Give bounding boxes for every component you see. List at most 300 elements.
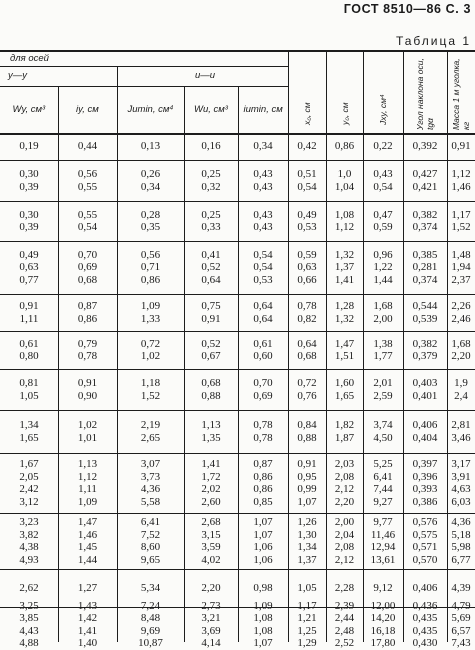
cell-value: 5,58 xyxy=(140,495,161,508)
cell-value: 2,52 xyxy=(334,637,355,649)
cell-value: 0,52 xyxy=(201,261,221,274)
cell-value: 1,17 xyxy=(297,599,317,612)
cell-value: 1,07 xyxy=(253,637,273,649)
cell-value: 0,41 xyxy=(201,248,221,261)
cell-iy xyxy=(58,338,117,363)
cell-value: 2,68 xyxy=(201,516,221,528)
cell-value: 2,03 xyxy=(334,458,355,470)
cell-mass xyxy=(447,249,475,287)
cell-x0 xyxy=(288,209,326,234)
cell-jxy xyxy=(363,209,403,234)
cell-jxy xyxy=(363,140,403,153)
cell-value: 0,67 xyxy=(201,350,221,362)
cell-value: 1,42 xyxy=(77,612,98,624)
cell-jumin xyxy=(117,300,184,325)
cell-mass xyxy=(447,458,475,508)
cell-value: 9,65 xyxy=(140,553,161,566)
cell-iy xyxy=(58,516,117,566)
cell-angle xyxy=(403,419,447,444)
cell-value: 0,51 xyxy=(297,168,317,180)
cell-value: 0,54 xyxy=(297,180,317,193)
cell-value: 6,77 xyxy=(451,553,471,566)
cell-value: 0,60 xyxy=(253,350,273,362)
cell-wu xyxy=(184,209,238,234)
cell-value: 1,51 xyxy=(334,350,355,362)
cell-jumin xyxy=(117,516,184,566)
cell-iumin xyxy=(238,249,288,287)
cell-value: 5,98 xyxy=(451,541,471,553)
cell-value: 0,56 xyxy=(140,248,161,261)
cell-value: 4,36 xyxy=(140,483,161,495)
cell-value: 0,68 xyxy=(201,377,221,389)
cell-value: 0,435 xyxy=(412,624,438,637)
cell-value: 3,07 xyxy=(140,458,161,470)
cell-value: 0,82 xyxy=(297,312,317,325)
cell-value: 1,68 xyxy=(451,337,471,350)
cell-wu xyxy=(184,338,238,363)
cell-iy xyxy=(58,377,117,402)
cell-value: 1,68 xyxy=(373,300,393,312)
cell-value: 2,60 xyxy=(201,495,221,508)
cell-value: 0,87 xyxy=(77,300,98,312)
cell-value: 3,74 xyxy=(373,419,393,431)
cell-value: 2,08 xyxy=(334,470,355,483)
cell-value: 1,82 xyxy=(334,419,355,431)
cell-value: 1,65 xyxy=(19,431,39,444)
cell-y0 xyxy=(326,458,363,508)
cell-jxy xyxy=(363,300,403,325)
cell-y0 xyxy=(326,377,363,402)
cell-value: 2,37 xyxy=(451,273,471,286)
cell-value: 5,18 xyxy=(451,528,471,541)
cell-value: 11,46 xyxy=(370,528,396,541)
cell-value: 1,06 xyxy=(253,541,273,553)
cell-value: 0,34 xyxy=(253,140,273,153)
cell-value: 10,87 xyxy=(138,637,163,649)
row-divider xyxy=(0,294,475,295)
cell-value: 1,9 xyxy=(454,377,468,389)
header-jumin: Jumin, см⁴ xyxy=(127,104,174,115)
cell-value: 1,21 xyxy=(297,612,317,624)
cell-value: 16,18 xyxy=(370,624,396,637)
cell-value: 0,539 xyxy=(412,312,438,325)
cell-value: 0,13 xyxy=(140,140,161,153)
cell-mass xyxy=(447,168,475,193)
cell-value: 0,382 xyxy=(412,208,438,221)
cell-jumin xyxy=(117,377,184,402)
cell-mass xyxy=(447,377,475,402)
cell-value: 0,25 xyxy=(201,168,221,180)
cell-value: 1,46 xyxy=(451,180,471,193)
cell-value: 1,13 xyxy=(201,419,221,431)
cell-mass xyxy=(447,300,475,325)
cell-iumin xyxy=(238,168,288,193)
cell-value: 4,63 xyxy=(451,483,471,495)
cell-value: 0,66 xyxy=(297,273,317,286)
cell-value: 0,575 xyxy=(412,528,438,541)
cell-jumin xyxy=(117,458,184,508)
cell-iy xyxy=(58,249,117,287)
cell-value: 4,93 xyxy=(19,553,39,566)
cell-x0 xyxy=(288,377,326,402)
cell-value: 2,20 xyxy=(201,581,221,594)
cell-value: 4,88 xyxy=(19,637,39,649)
cell-value: 1,87 xyxy=(334,431,355,444)
cell-value: 6,41 xyxy=(373,470,393,483)
header-iy: iу, см xyxy=(76,104,99,115)
cell-value: 0,80 xyxy=(19,350,39,362)
cell-value: 1,72 xyxy=(201,470,221,483)
cell-value: 4,79 xyxy=(451,599,471,612)
cell-jxy xyxy=(363,458,403,508)
row-divider xyxy=(0,160,475,161)
cell-value: 0,435 xyxy=(412,612,438,624)
cell-value: 3,73 xyxy=(140,470,161,483)
cell-jumin xyxy=(117,338,184,363)
cell-value: 4,38 xyxy=(19,541,39,553)
cell-value: 3,85 xyxy=(19,612,39,624)
cell-value: 0,68 xyxy=(77,273,98,286)
cell-value: 0,571 xyxy=(412,541,438,553)
cell-value: 0,78 xyxy=(253,431,273,444)
cell-value: 1,22 xyxy=(373,261,393,274)
cell-y0 xyxy=(326,249,363,287)
cell-wu xyxy=(184,419,238,444)
cell-value: 0,544 xyxy=(412,300,438,312)
cell-jxy xyxy=(363,419,403,444)
cell-value: 7,24 xyxy=(140,599,161,612)
cell-value: 0,396 xyxy=(412,470,438,483)
cell-value: 1,48 xyxy=(451,248,471,261)
cell-value: 0,39 xyxy=(19,180,39,193)
cell-value: 0,91 xyxy=(201,312,221,325)
cell-value: 2,65 xyxy=(140,431,161,444)
cell-value: 9,27 xyxy=(373,495,393,508)
cell-angle xyxy=(403,600,447,650)
cell-wu xyxy=(184,516,238,566)
cell-value: 0,43 xyxy=(373,168,393,180)
cell-value: 4,50 xyxy=(373,431,393,444)
cell-value: 1,08 xyxy=(334,208,355,221)
cell-jumin xyxy=(117,600,184,650)
cell-value: 1,34 xyxy=(297,541,317,553)
cell-value: 0,42 xyxy=(297,140,317,153)
cell-value: 1,07 xyxy=(253,516,273,528)
row-divider xyxy=(0,331,475,332)
page-header: ГОСТ 8510—86 С. 3 xyxy=(343,2,471,16)
cell-value: 0,403 xyxy=(412,377,438,389)
cell-x0 xyxy=(288,140,326,153)
cell-x0 xyxy=(288,600,326,650)
cell-value: 2,42 xyxy=(19,483,39,495)
cell-value: 1,67 xyxy=(19,458,39,470)
cell-value: 0,59 xyxy=(373,221,393,233)
cell-value: 1,46 xyxy=(77,528,98,541)
row-divider xyxy=(0,369,475,370)
cell-jxy xyxy=(363,582,403,595)
cell-value: 0,392 xyxy=(412,140,438,153)
cell-value: 2,01 xyxy=(373,377,393,389)
cell-value: 0,64 xyxy=(253,300,273,312)
cell-value: 1,12 xyxy=(451,168,471,180)
cell-value: 2,4 xyxy=(454,389,468,402)
cell-value: 0,25 xyxy=(201,208,221,221)
cell-jxy xyxy=(363,377,403,402)
cell-wy xyxy=(0,419,58,444)
cell-value: 1,13 xyxy=(77,458,98,470)
cell-value: 9,77 xyxy=(373,516,393,528)
cell-value: 1,45 xyxy=(77,541,98,553)
cell-value: 5,25 xyxy=(373,458,393,470)
cell-value: 1,09 xyxy=(77,495,98,508)
cell-value: 1,04 xyxy=(334,180,355,193)
cell-value: 2,12 xyxy=(334,553,355,566)
cell-wy xyxy=(0,377,58,402)
header-wu: Wи, см³ xyxy=(194,104,228,115)
cell-value: 0,72 xyxy=(297,377,317,389)
cell-value: 0,78 xyxy=(253,419,273,431)
cell-value: 2,02 xyxy=(201,483,221,495)
cell-value: 0,99 xyxy=(297,483,317,495)
cell-iumin xyxy=(238,458,288,508)
cell-value: 1,11 xyxy=(78,483,97,495)
cell-value: 1,05 xyxy=(297,581,317,594)
cell-value: 2,39 xyxy=(334,599,355,612)
cell-value: 1,0 xyxy=(337,168,352,180)
cell-wu xyxy=(184,140,238,153)
cell-value: 0,39 xyxy=(19,221,39,233)
cell-iumin xyxy=(238,338,288,363)
cell-value: 1,77 xyxy=(373,350,393,362)
cell-value: 0,35 xyxy=(140,221,161,233)
cell-value: 3,15 xyxy=(201,528,221,541)
cell-value: 0,54 xyxy=(253,261,273,274)
cell-wu xyxy=(184,458,238,508)
cell-iy xyxy=(58,300,117,325)
cell-angle xyxy=(403,458,447,508)
cell-value: 0,77 xyxy=(19,273,39,286)
header-mass: Масса 1 м уголка, кг xyxy=(451,58,471,130)
cell-value: 3,59 xyxy=(201,541,221,553)
cell-value: 4,43 xyxy=(19,624,39,637)
cell-value: 1,60 xyxy=(334,377,355,389)
cell-y0 xyxy=(326,516,363,566)
cell-value: 4,39 xyxy=(451,581,471,594)
cell-value: 12,94 xyxy=(370,541,396,553)
cell-value: 0,72 xyxy=(140,337,161,350)
cell-value: 0,75 xyxy=(201,300,221,312)
cell-wy xyxy=(0,209,58,234)
cell-value: 2,08 xyxy=(334,541,355,553)
cell-wy xyxy=(0,168,58,193)
cell-jxy xyxy=(363,338,403,363)
cell-mass xyxy=(447,600,475,650)
cell-value: 0,88 xyxy=(297,431,317,444)
cell-value: 0,374 xyxy=(412,221,438,233)
row-divider xyxy=(0,453,475,454)
cell-value: 1,34 xyxy=(19,419,39,431)
cell-iy xyxy=(58,458,117,508)
cell-y0 xyxy=(326,419,363,444)
cell-x0 xyxy=(288,338,326,363)
cell-mass xyxy=(447,419,475,444)
cell-value: 1,47 xyxy=(77,516,98,528)
cell-value: 0,570 xyxy=(412,553,438,566)
cell-value: 1,09 xyxy=(253,599,273,612)
cell-value: 0,78 xyxy=(77,350,98,362)
cell-wy xyxy=(0,582,58,595)
cell-y0 xyxy=(326,300,363,325)
cell-value: 2,20 xyxy=(334,495,355,508)
cell-value: 1,17 xyxy=(451,208,471,221)
cell-value: 0,61 xyxy=(253,337,273,350)
cell-value: 1,26 xyxy=(297,516,317,528)
cell-iumin xyxy=(238,419,288,444)
cell-value: 4,02 xyxy=(201,553,221,566)
cell-value: 0,86 xyxy=(77,312,98,325)
cell-value: 2,59 xyxy=(373,389,393,402)
cell-value: 0,34 xyxy=(140,180,161,193)
cell-wu xyxy=(184,582,238,595)
cell-jumin xyxy=(117,582,184,595)
cell-value: 3,82 xyxy=(19,528,39,541)
cell-value: 0,64 xyxy=(253,312,273,325)
cell-value: 1,47 xyxy=(334,337,355,350)
cell-value: 0,32 xyxy=(201,180,221,193)
cell-mass xyxy=(447,582,475,595)
cell-value: 1,37 xyxy=(297,553,317,566)
cell-value: 1,01 xyxy=(77,431,98,444)
cell-value: 7,43 xyxy=(451,637,471,649)
cell-value: 3,23 xyxy=(19,516,39,528)
cell-value: 0,385 xyxy=(412,248,438,261)
cell-angle xyxy=(403,300,447,325)
cell-jumin xyxy=(117,419,184,444)
cell-value: 2,20 xyxy=(451,350,471,362)
cell-value: 1,44 xyxy=(77,553,98,566)
cell-value: 1,44 xyxy=(373,273,393,286)
cell-value: 1,40 xyxy=(77,637,98,649)
cell-value: 0,70 xyxy=(77,248,98,261)
cell-value: 0,53 xyxy=(297,221,317,233)
cell-value: 1,30 xyxy=(297,528,317,541)
cell-iy xyxy=(58,209,117,234)
cell-value: 0,52 xyxy=(201,337,221,350)
cell-value: 1,35 xyxy=(201,431,221,444)
cell-value: 0,393 xyxy=(412,483,438,495)
cell-y0 xyxy=(326,209,363,234)
table-caption: Таблица 1 xyxy=(395,34,471,48)
cell-iy xyxy=(58,168,117,193)
cell-iumin xyxy=(238,300,288,325)
cell-iy xyxy=(58,140,117,153)
cell-value: 0,68 xyxy=(297,350,317,362)
cell-value: 1,12 xyxy=(334,221,355,233)
cell-angle xyxy=(403,338,447,363)
cell-value: 1,33 xyxy=(140,312,161,325)
cell-angle xyxy=(403,582,447,595)
cell-value: 2,12 xyxy=(334,483,355,495)
cell-value: 0,63 xyxy=(297,261,317,274)
cell-value: 1,28 xyxy=(334,300,355,312)
cell-angle xyxy=(403,377,447,402)
cell-value: 3,91 xyxy=(451,470,471,483)
cell-value: 2,19 xyxy=(140,419,161,431)
row-divider xyxy=(0,66,288,67)
cell-value: 0,63 xyxy=(19,261,39,274)
cell-value: 14,20 xyxy=(370,612,396,624)
cell-value: 2,04 xyxy=(334,528,355,541)
cell-value: 8,48 xyxy=(140,612,161,624)
cell-value: 0,69 xyxy=(253,389,273,402)
cell-wy xyxy=(0,600,58,650)
cell-value: 0,54 xyxy=(253,248,273,261)
cell-value: 1,25 xyxy=(297,624,317,637)
cell-value: 1,41 xyxy=(201,458,221,470)
cell-value: 0,28 xyxy=(140,208,161,221)
cell-value: 3,12 xyxy=(19,495,39,508)
cell-value: 0,404 xyxy=(412,431,438,444)
cell-value: 1,38 xyxy=(373,337,393,350)
cell-value: 17,80 xyxy=(370,637,396,649)
cell-angle xyxy=(403,209,447,234)
cell-value: 1,43 xyxy=(77,599,98,612)
cell-value: 0,421 xyxy=(412,180,438,193)
cell-value: 1,02 xyxy=(77,419,98,431)
cell-wy xyxy=(0,516,58,566)
cell-jumin xyxy=(117,140,184,153)
cell-jumin xyxy=(117,209,184,234)
cell-value: 9,69 xyxy=(140,624,161,637)
header-axis-uu: и—и xyxy=(195,70,216,81)
cell-jxy xyxy=(363,516,403,566)
cell-y0 xyxy=(326,140,363,153)
cell-value: 0,64 xyxy=(201,273,221,286)
cell-iumin xyxy=(238,600,288,650)
cell-value: 7,44 xyxy=(373,483,393,495)
cell-value: 6,57 xyxy=(451,624,471,637)
cell-wy xyxy=(0,300,58,325)
cell-value: 0,86 xyxy=(253,483,273,495)
cell-angle xyxy=(403,168,447,193)
cell-wy xyxy=(0,140,58,153)
cell-jxy xyxy=(363,249,403,287)
cell-value: 0,61 xyxy=(19,337,39,350)
header-axis-yy: у—у xyxy=(8,70,27,81)
cell-value: 0,30 xyxy=(19,208,39,221)
cell-value: 0,374 xyxy=(412,273,438,286)
header-x0: х₀, см xyxy=(302,102,312,125)
cell-value: 2,46 xyxy=(451,312,471,325)
cell-value: 0,86 xyxy=(334,140,355,153)
header-axes-group: для осей xyxy=(10,53,49,64)
cell-value: 0,576 xyxy=(412,516,438,528)
row-divider xyxy=(0,201,475,202)
cell-value: 0,84 xyxy=(297,419,317,431)
cell-x0 xyxy=(288,419,326,444)
cell-x0 xyxy=(288,458,326,508)
cell-value: 3,25 xyxy=(19,599,39,612)
cell-value: 3,69 xyxy=(201,624,221,637)
cell-value: 0,26 xyxy=(140,168,161,180)
cell-angle xyxy=(403,249,447,287)
row-divider xyxy=(0,513,475,514)
cell-wu xyxy=(184,300,238,325)
cell-value: 1,65 xyxy=(334,389,355,402)
cell-value: 2,05 xyxy=(19,470,39,483)
cell-value: 8,60 xyxy=(140,541,161,553)
cell-mass xyxy=(447,209,475,234)
